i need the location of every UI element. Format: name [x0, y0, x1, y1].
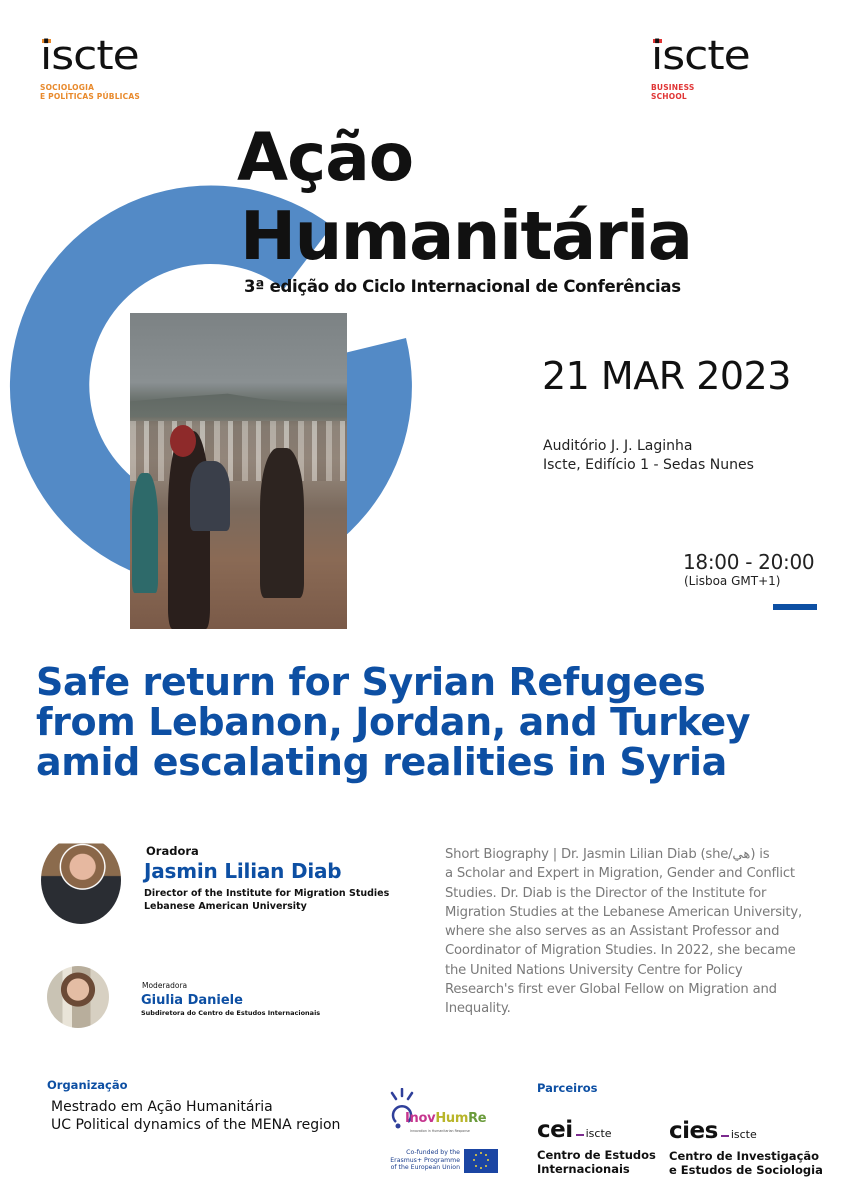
logo-sub-line1: SOCIOLOGIA: [40, 83, 95, 92]
speaker-affiliation: [144, 887, 389, 913]
venue-line-1: Auditório J. J. Laginha: [543, 438, 693, 454]
organization-label: Organização: [47, 1078, 128, 1092]
speaker-role: Oradora: [146, 844, 199, 858]
headline-line-3: amid escalating realities in Syria: [36, 740, 727, 784]
title-line-1: Ação: [237, 119, 414, 196]
inov-text: Inov: [405, 1111, 436, 1126]
erasmus-cofunded-logo: [388, 1149, 500, 1175]
erasmus-text: [388, 1149, 460, 1172]
iscte-business-school-logo: [651, 32, 750, 101]
erasmus-line-1: Co-funded by the: [406, 1149, 460, 1156]
inovhumre-wordmark: [405, 1111, 486, 1126]
organization-details: [51, 1098, 340, 1134]
iscte-suffix: iscte: [730, 1128, 757, 1141]
event-timezone: (Lisboa GMT+1): [684, 574, 781, 588]
photo-boy: [260, 448, 304, 598]
speaker-biography: [445, 845, 825, 1019]
moderator-affiliation: Subdiretora do Centro de Estudos Internacionais: [141, 1009, 321, 1017]
blue-accent-bar: [773, 604, 817, 610]
bio-line: Research's first ever Global Fellow on Migration and: [445, 982, 777, 998]
photo-child-left: [132, 473, 158, 593]
moderator-name: Giulia Daniele: [141, 993, 243, 1008]
photo-tents: [130, 421, 347, 481]
event-time: 18:00 - 20:00: [683, 550, 815, 574]
bio-line: the United Nations University Centre for Policy: [445, 962, 743, 978]
speaker-name: Jasmin Lilian Diab: [144, 859, 342, 883]
cies-name-line-2: e Estudos de Sociologia: [669, 1162, 823, 1177]
bio-line: where she also serves as an Assistant Professor and: [445, 924, 780, 940]
bio-line: Short Biography | Dr. Jasmin Lilian Diab (she/هي) is: [445, 847, 770, 862]
moderator-avatar: [47, 966, 109, 1028]
photo-baby: [190, 461, 230, 531]
cei-name-line-1: Centro de Estudos: [537, 1148, 656, 1162]
bio-line: a Scholar and Expert in Migration, Gender and Conflict: [445, 866, 795, 882]
eu-flag-icon: [464, 1149, 498, 1173]
logo-sub-line2: E POLÍTICAS PÚBLICAS: [40, 92, 140, 101]
cei-iscte-logo: [537, 1117, 612, 1147]
cies-wordmark: cies: [669, 1118, 718, 1144]
speaker-affiliation-line-2: Lebanese American University: [144, 901, 307, 912]
cei-full-name: [537, 1149, 656, 1176]
cies-full-name: [669, 1150, 823, 1177]
iscte-sociologia-logo: [40, 32, 140, 101]
logo-word: iscte: [40, 32, 139, 79]
cei-wordmark: cei: [537, 1117, 573, 1143]
logo-word: iscte: [651, 32, 750, 79]
bio-line: Coordinator of Migration Studies. In 2022, she became: [445, 943, 796, 959]
iscte-suffix: iscte: [585, 1127, 612, 1140]
speaker-affiliation-line-1: Director of the Institute for Migration Studies: [144, 888, 390, 899]
cei-name-line-2: Internacionais: [537, 1161, 630, 1176]
inovhumre-tagline: Innovation in Humanitarian Response: [410, 1129, 470, 1133]
cies-iscte-logo: [669, 1118, 757, 1148]
bio-line: Studies. Dr. Diab is the Director of the Institute for: [445, 885, 767, 901]
logo-sub-line2: SCHOOL: [651, 92, 687, 101]
logo-accent-bar: [576, 1134, 584, 1136]
headline-line-2: from Lebanon, Jordan, and Turkey: [36, 700, 751, 744]
logo-accent-bar: [721, 1135, 729, 1137]
refugee-camp-photo: [130, 313, 347, 629]
logo-sub-line1: BUSINESS: [651, 83, 695, 92]
inovhumre-logo: [388, 1088, 508, 1143]
bio-line: Inequality.: [445, 1001, 511, 1017]
organization-line-2: UC Political dynamics of the MENA region: [51, 1117, 341, 1133]
partners-label: Parceiros: [537, 1081, 598, 1095]
cies-name-line-1: Centro de Investigação: [669, 1149, 820, 1163]
photo-headscarf: [170, 425, 196, 457]
erasmus-line-3: of the European Union: [390, 1164, 460, 1171]
venue-line-2: Iscte, Edifício 1 - Sedas Nunes: [543, 457, 754, 473]
hum-text: Hum: [435, 1111, 469, 1126]
moderator-role: Moderadora: [142, 981, 188, 990]
bio-line: Migration Studies at the Lebanese American University,: [445, 904, 802, 920]
headline-line-1: Safe return for Syrian Refugees: [36, 660, 706, 704]
event-date: 21 MAR 2023: [542, 354, 791, 398]
organization-line-1: Mestrado em Ação Humanitária: [51, 1099, 273, 1115]
conference-subtitle: 3ª edição do Ciclo Internacional de Conferências: [244, 277, 681, 296]
title-line-2: Humanitária: [240, 197, 692, 275]
speaker-avatar: [41, 836, 121, 924]
talk-headline: [36, 662, 826, 782]
erasmus-line-2: Erasmus+ Programme: [390, 1156, 460, 1164]
photo-hills: [130, 391, 347, 417]
re-text: Re: [468, 1111, 487, 1126]
event-venue: [543, 437, 754, 475]
